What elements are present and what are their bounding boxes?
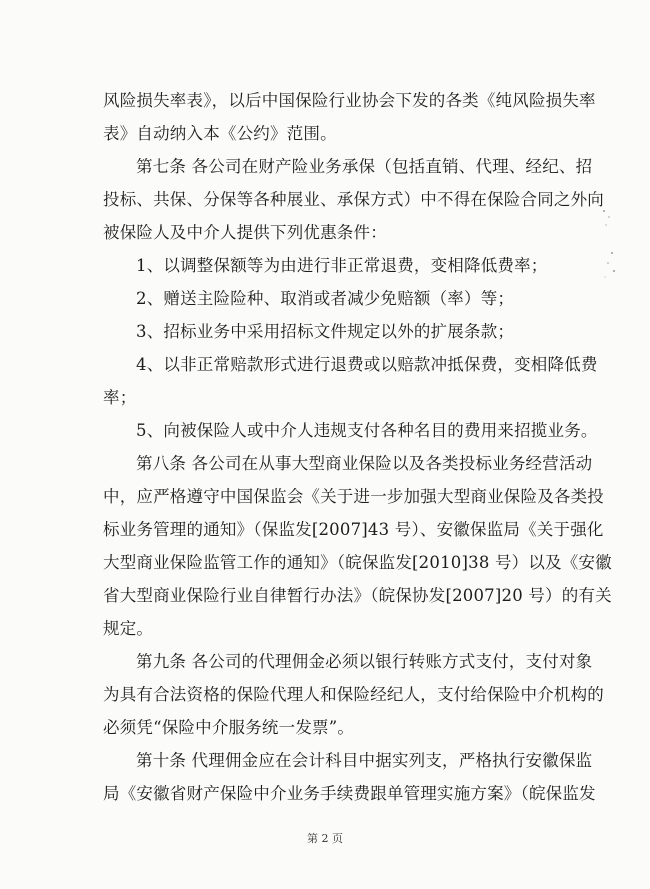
text-line: 大型商业保险监管工作的通知》（皖保监发[2010]38 号）以及《安徽 [103,553,612,572]
text-line: 风险损失率表》，以后中国保险行业协会下发的各类《纯风险损失率 [103,91,596,110]
text-line: 被保险人及中介人提供下列优惠条件： [103,223,387,242]
text-line: 表》自动纳入本《公约》范围。 [103,124,337,143]
text-line: 1、以调整保额等为由进行非正常退费，变相降低费率； [136,256,548,275]
page-number: 第 2 页 [307,832,343,845]
text-line: 3、招标业务中采用招标文件规定以外的扩展条款； [136,322,515,341]
scan-specks [600,205,620,285]
text-line: 为具有合法资格的保险代理人和保险经纪人，支付给保险中介机构的 [103,685,604,704]
text-line: 第八条 各公司在从事大型商业保险以及各类投标业务经营活动 [136,454,593,473]
document-body [103,84,612,810]
text-line: 中，应严格遵守中国保监会《关于进一步加强大型商业保险及各类投 [103,487,604,506]
text-line: 规定。 [103,619,154,638]
text-line: 必须凭“保险中介服务统一发票”。 [103,718,355,737]
text-line: 局《安徽省财产保险中介业务手续费跟单管理实施方案》（皖保监发 [103,784,596,803]
text-line: 第十条 代理佣金应在会计科目中据实列支，严格执行安徽保监 [136,751,593,770]
text-line: 第七条 各公司在财产险业务承保（包括直销、代理、经纪、招 [136,157,593,176]
text-line: 省大型商业保险行业自律暂行办法》（皖保协发[2007]20 号）的有关 [103,586,612,605]
text-line: 第九条 各公司的代理佣金必须以银行转账方式支付，支付对象 [136,652,593,671]
text-line: 率； [103,388,137,407]
text-line: 投标、共保、分保等各种展业、承保方式）中不得在保险合同之外向 [103,190,604,209]
text-line: 2、赠送主险险种、取消或者减少免赔额（率）等； [136,289,515,308]
text-line: 标业务管理的通知》（保监发[2007]43 号）、安徽保监局《关于强化 [103,520,604,539]
text-line: 4、以非正常赔款形式进行退费或以赔款冲抵保费，变相降低费 [136,355,598,374]
text-line: 5、向被保险人或中介人违规支付各种名目的费用来招揽业务。 [136,421,598,440]
